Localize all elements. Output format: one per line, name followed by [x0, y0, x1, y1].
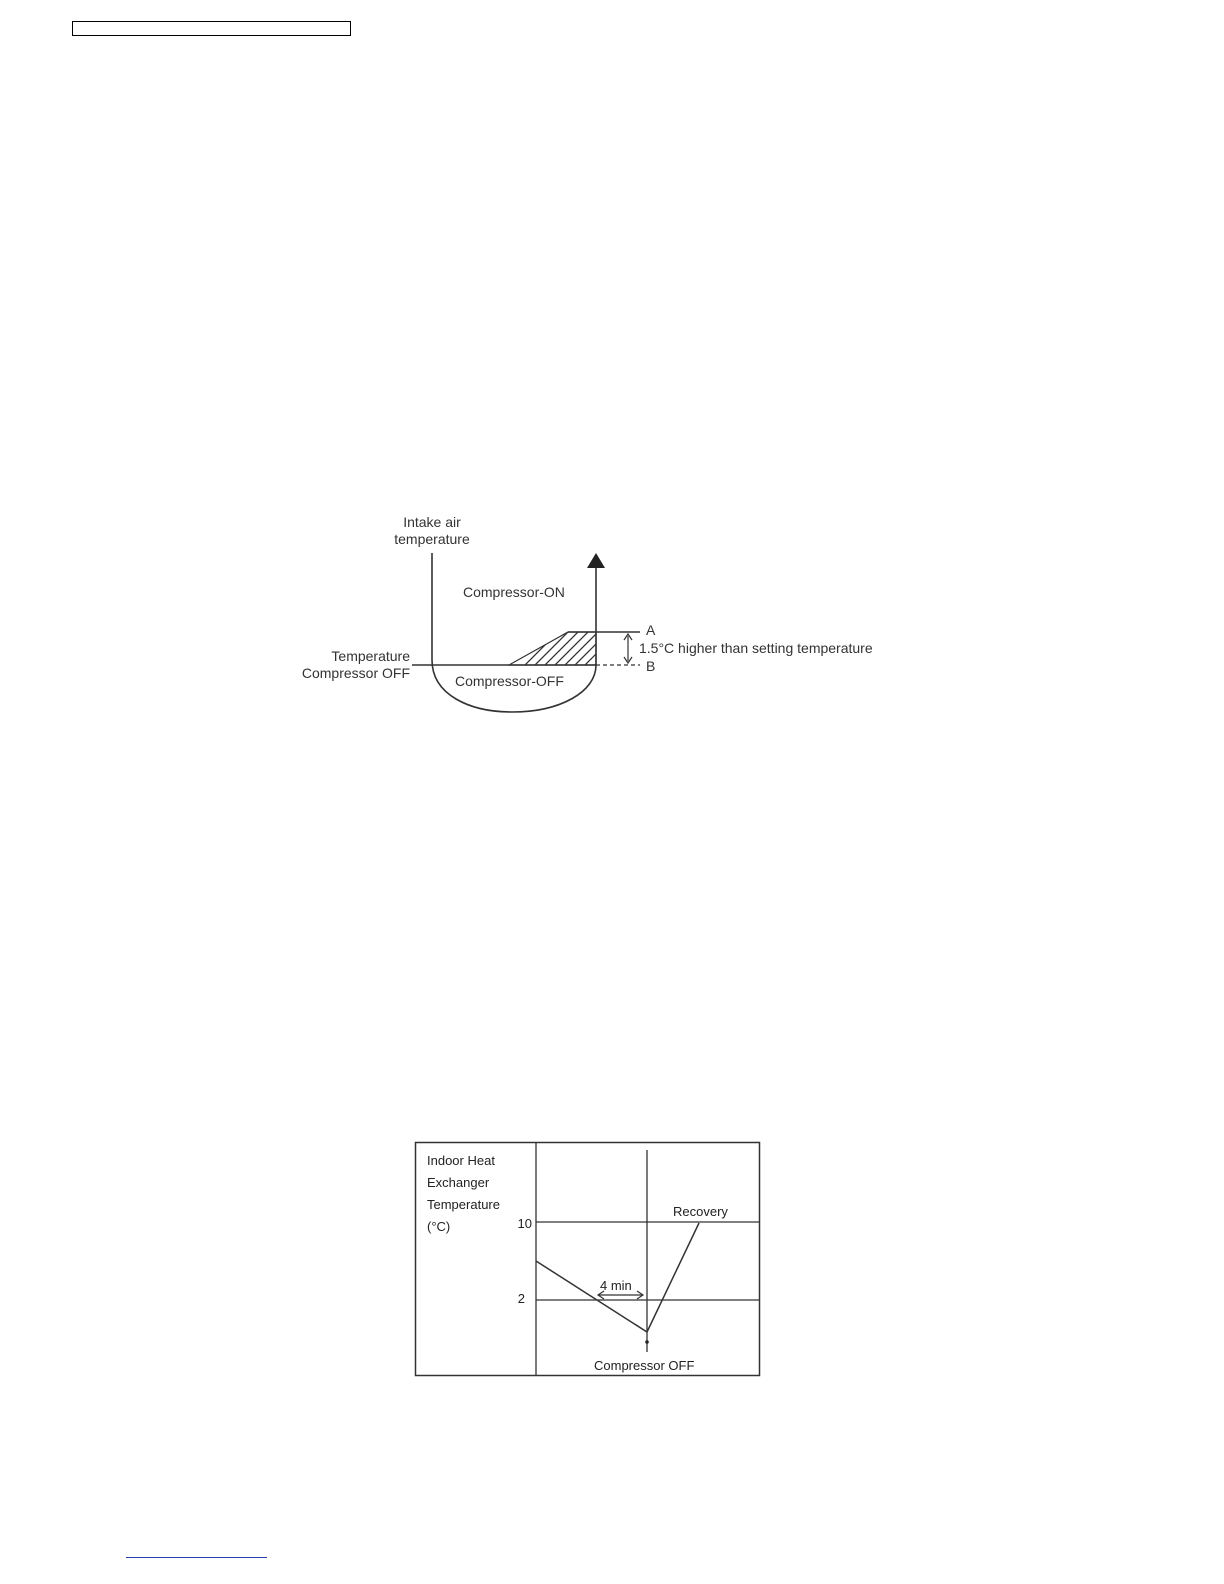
tick-label-2: 2 — [517, 1291, 525, 1306]
left-label-line2: Compressor OFF — [301, 665, 410, 681]
chart-y-label-line4: (°C) — [427, 1219, 451, 1234]
footer-link-underline — [126, 1557, 267, 1558]
compressor-on-label: Compressor-ON — [463, 584, 565, 600]
y-axis-label-line2: temperature — [394, 531, 470, 547]
compressor-off-label: Compressor-OFF — [455, 673, 564, 689]
chart-y-label-line2: Exchanger — [427, 1175, 490, 1190]
chart-y-label-line3: Temperature — [427, 1197, 500, 1212]
interval-label: 4 min — [600, 1278, 632, 1293]
chart-y-label — [427, 1150, 500, 1238]
tick-label-10: 10 — [517, 1216, 532, 1231]
point-b-label: B — [646, 658, 656, 674]
recovery-label: Recovery — [673, 1204, 728, 1219]
left-label-line1: Temperature — [331, 648, 410, 664]
point-a-label: A — [646, 622, 656, 638]
difference-note: 1.5°C higher than setting temperature — [639, 640, 873, 656]
compressor-off-dot — [645, 1340, 649, 1344]
compressor-off-chart-label: Compressor OFF — [594, 1358, 695, 1373]
y-axis-label-line1: Intake air — [403, 514, 461, 530]
chart-y-label-line1: Indoor Heat — [427, 1153, 495, 1168]
